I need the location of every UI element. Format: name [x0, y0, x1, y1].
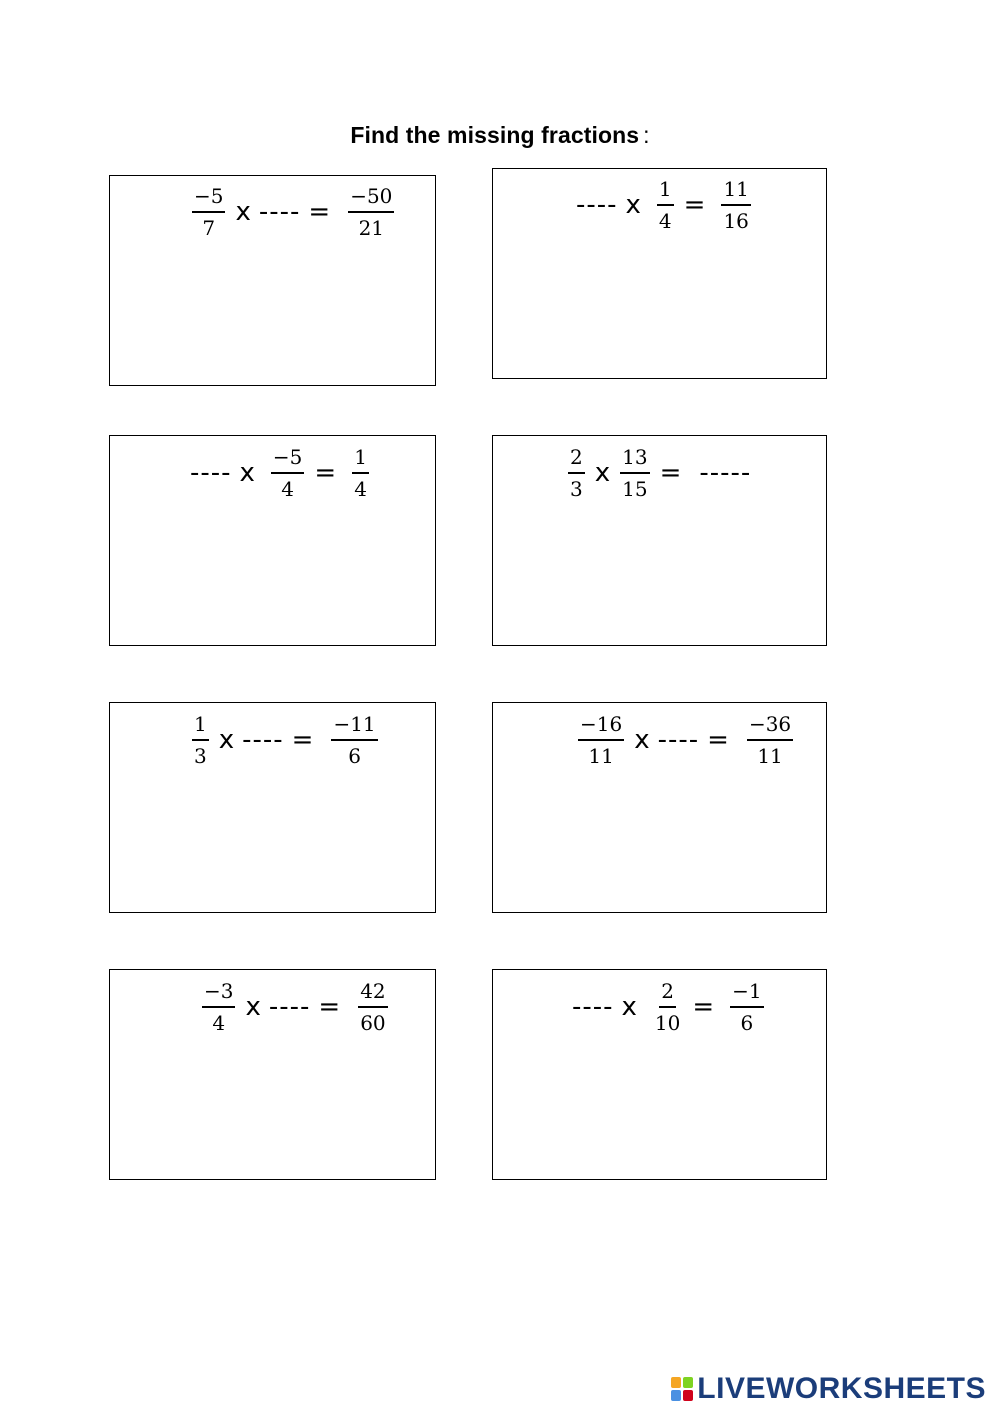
numerator: 1 — [352, 444, 369, 474]
equals-sign: = — [659, 458, 682, 488]
numerator: 1 — [657, 176, 674, 206]
numerator: 11 — [721, 176, 750, 206]
logo-square — [683, 1390, 693, 1401]
fraction-result — [352, 444, 369, 502]
title-colon: : — [643, 122, 650, 148]
numerator: −5 — [271, 444, 304, 474]
logo-square — [671, 1390, 681, 1401]
times-sign: x — [621, 992, 637, 1022]
numerator: −11 — [331, 711, 377, 741]
numerator: −16 — [578, 711, 624, 741]
fraction-a — [568, 444, 585, 502]
equals-sign: = — [707, 725, 729, 755]
times-sign: x — [594, 458, 611, 488]
denominator: 16 — [723, 209, 749, 233]
equation-7 — [196, 978, 394, 1036]
denominator: 11 — [588, 744, 614, 768]
fraction-a — [202, 978, 235, 1036]
denominator: 15 — [622, 477, 648, 501]
numerator: −36 — [747, 711, 793, 741]
missing-fraction-blank[interactable]: ---- — [268, 992, 311, 1022]
missing-fraction-blank[interactable]: ---- — [576, 190, 618, 220]
denominator: 11 — [757, 744, 783, 768]
logo-square — [683, 1377, 693, 1388]
missing-fraction-blank[interactable]: ---- — [572, 992, 614, 1022]
numerator: 42 — [358, 978, 387, 1008]
equation-2 — [572, 176, 757, 234]
fraction-a — [192, 183, 225, 241]
denominator: 10 — [654, 1011, 681, 1035]
fraction-b — [620, 444, 649, 502]
numerator: −50 — [348, 183, 394, 213]
missing-fraction-blank[interactable]: ---- — [258, 197, 301, 227]
equation-4 — [562, 444, 755, 502]
denominator: 6 — [348, 744, 361, 768]
liveworksheets-brand[interactable] — [671, 1372, 986, 1406]
numerator: −3 — [202, 978, 235, 1008]
equals-sign: = — [683, 190, 706, 220]
times-sign: x — [218, 725, 235, 755]
denominator: 60 — [360, 1011, 386, 1035]
missing-fraction-blank[interactable]: ----- — [699, 458, 752, 488]
fraction-a — [578, 711, 624, 769]
equals-sign: = — [692, 992, 715, 1022]
missing-fraction-blank[interactable]: ---- — [242, 725, 284, 755]
logo-square — [671, 1377, 681, 1388]
denominator: 4 — [354, 477, 367, 501]
denominator: 4 — [212, 1011, 226, 1035]
missing-fraction-blank[interactable]: ---- — [190, 458, 232, 488]
denominator: 3 — [194, 744, 207, 768]
denominator: 7 — [202, 216, 216, 240]
equation-8 — [568, 978, 770, 1036]
missing-fraction-blank[interactable]: ---- — [657, 725, 700, 755]
fraction-result — [358, 978, 387, 1036]
numerator: −1 — [730, 978, 763, 1008]
brand-name: LIVEWORKSHEETS — [697, 1372, 986, 1405]
times-sign: x — [239, 458, 255, 488]
equals-sign: = — [308, 197, 331, 227]
fraction-a — [192, 711, 209, 769]
times-sign: x — [235, 197, 251, 227]
fraction-result — [730, 978, 763, 1036]
equals-sign: = — [314, 458, 337, 488]
equation-6 — [572, 711, 799, 769]
liveworksheets-logo-icon — [671, 1377, 693, 1401]
times-sign: x — [625, 190, 641, 220]
fraction-result — [747, 711, 793, 769]
fraction-b — [271, 444, 304, 502]
fraction-result — [721, 176, 750, 234]
times-sign: x — [245, 992, 261, 1022]
denominator: 3 — [570, 477, 583, 501]
numerator: 13 — [620, 444, 649, 474]
title-text: Find the missing fractions — [350, 122, 640, 148]
fraction-b — [657, 176, 674, 234]
denominator: 6 — [740, 1011, 754, 1035]
worksheet-title — [0, 122, 1000, 149]
equals-sign: = — [318, 992, 341, 1022]
denominator: 4 — [658, 209, 672, 233]
equation-1 — [186, 183, 400, 241]
denominator: 4 — [281, 477, 295, 501]
equation-5 — [186, 711, 384, 769]
times-sign: x — [634, 725, 650, 755]
fraction-b — [653, 978, 682, 1036]
fraction-result — [331, 711, 377, 769]
denominator: 21 — [358, 216, 385, 240]
equation-3 — [186, 444, 375, 502]
numerator: 1 — [192, 711, 209, 741]
fraction-result — [348, 183, 394, 241]
numerator: 2 — [659, 978, 676, 1008]
equals-sign: = — [291, 725, 314, 755]
numerator: 2 — [568, 444, 585, 474]
numerator: −5 — [192, 183, 225, 213]
